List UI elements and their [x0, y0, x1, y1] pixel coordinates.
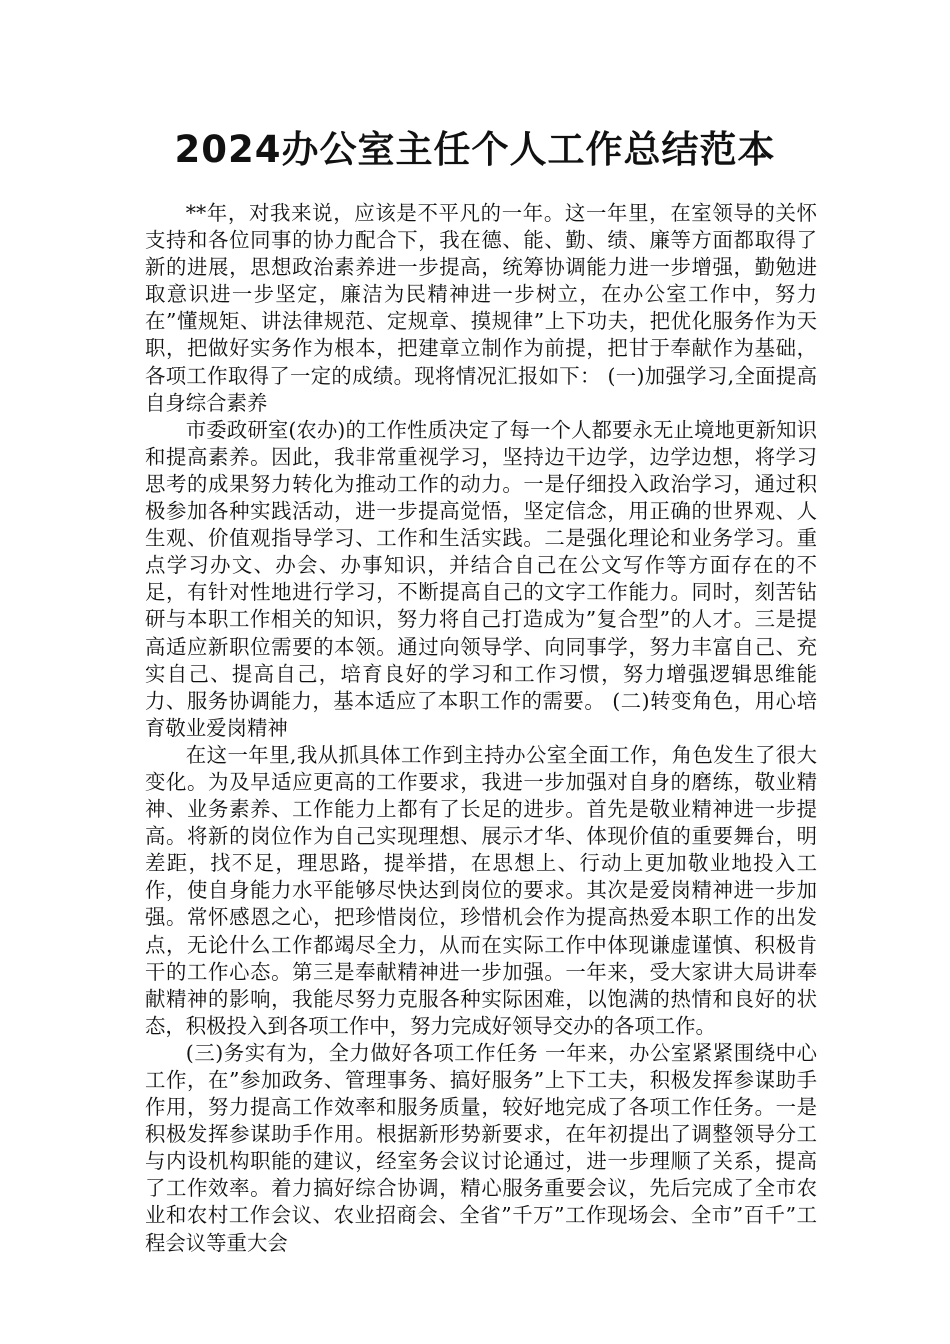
- paragraph-3: 在这一年里,我从抓具体工作到主持办公室全面工作，角色发生了很大变化。为及早适应更高的工作要求，我进一步加强对自身的磨练，敬业精神、业务素养、工作能力上都有了长足的进步。首先是敬业精神进一步提高。将新的岗位作为自己实现理想、展示才华、体现价值的重要舞台，明差距，找不足，理思路，提举措，在思想上、行动上更加敬业地投入工作，使自身能力水平能够尽快达到岗位的要求。其次是爱岗精神进一步加强。常怀感恩之心，把珍惜岗位，珍惜机会作为提高热爱本职工作的出发点，无论什么工作都竭尽全力，从而在实际工作中体现谦虚谨慎、积极肯干的工作心态。第三是奉献精神进一步加强。一年来，受大家讲大局讲奉献精神的影响，我能尽努力克服各种实际困难，以饱满的热情和良好的状态，积极投入到各项工作中，努力完成好领导交办的各项工作。: [145, 742, 817, 1038]
- document-body: [145, 200, 817, 1257]
- document-title: 2024办公室主任个人工作总结范本: [174, 128, 776, 171]
- paragraph-4: (三)务实有为，全力做好各项工作任务 一年来，办公室紧紧围绕中心工作，在”参加政务、管理事务、搞好服务”上下工夫，积极发挥参谋助手作用，努力提高工作效率和服务质量，较好地完成了各项工作任务。一是积极发挥参谋助手作用。根据新形势新要求，在年初提出了调整领导分工与内设机构职能的建议，经室务会议讨论通过，进一步理顺了关系，提高了工作效率。着力搞好综合协调，精心服务重要会议，先后完成了全市农业和农村工作会议、农业招商会、全省”千万”工作现场会、全市”百千”工程会议等重大会: [145, 1040, 817, 1255]
- paragraph-2: 市委政研室(农办)的工作性质决定了每一个人都要永无止境地更新知识和提高素养。因此，我非常重视学习，坚持边干边学，边学边想，将学习思考的成果努力转化为推动工作的动力。一是仔细投入政治学习，通过积极参加各种实践活动，进一步提高觉悟，坚定信念，用正确的世界观、人生观、价值观指导学习、工作和生活实践。二是强化理论和业务学习。重点学习办文、办会、办事知识，并结合自己在公文写作等方面存在的不足，有针对性地进行学习，不断提高自己的文字工作能力。同时，刻苦钻研与本职工作相关的知识，努力将自己打造成为”复合型”的人才。三是提高适应新职位需要的本领。通过向领导学、向同事学，努力丰富自己、充实自己、提高自己，培育良好的学习和工作习惯，努力增强逻辑思维能力、服务协调能力，基本适应了本职工作的需要。 (二)转变角色，用心培育敬业爱岗精神: [145, 417, 817, 740]
- paragraph-1: **年，对我来说，应该是不平凡的一年。这一年里，在室领导的关怀支持和各位同事的协力配合下，我在德、能、勤、绩、廉等方面都取得了新的进展，思想政治素养进一步提高，统筹协调能力进一步增强，勤勉进取意识进一步坚定，廉洁为民精神进一步树立，在办公室工作中，努力在”懂规矩、讲法律规范、定规章、摸规律”上下功夫，把优化服务作为天职，把做好实务作为根本，把建章立制作为前提，把甘于奉献作为基础，各项工作取得了一定的成绩。现将情况汇报如下： (一)加强学习,全面提高自身综合素养: [145, 201, 817, 415]
